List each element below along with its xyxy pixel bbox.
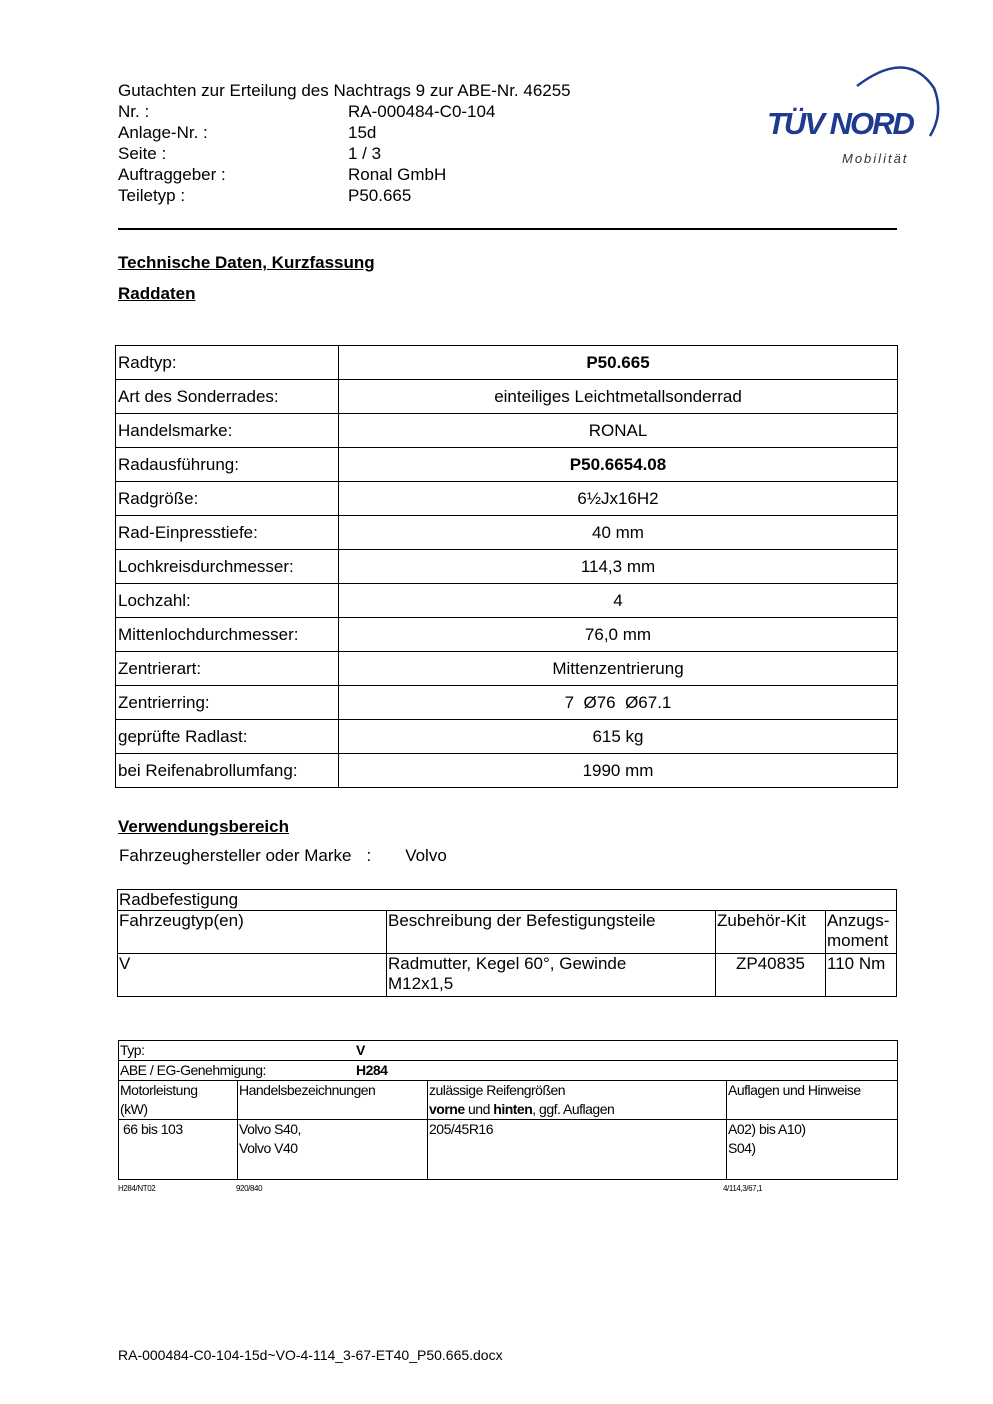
table-row	[116, 754, 898, 788]
manufacturer-label: Fahrzeughersteller oder Marke	[119, 846, 352, 865]
table-row	[116, 584, 898, 618]
header-row	[118, 185, 571, 206]
cell-line: Radmutter, Kegel 60°, Gewinde	[388, 954, 627, 973]
cell-line: Volvo S40,	[239, 1121, 301, 1137]
row-value: P50.6654.08	[339, 448, 898, 482]
header-value: RA-000484-C0-104	[348, 102, 496, 121]
row-label: Radausführung:	[116, 448, 339, 482]
footnote: 4/114,3/67,1	[723, 1184, 763, 1193]
table-cell: ZP40835	[716, 954, 826, 997]
manufacturer-separator: :	[366, 846, 372, 865]
row-value: RONAL	[339, 414, 898, 448]
row-value: 7 Ø76 Ø67.1	[339, 686, 898, 720]
row-label: Rad-Einpresstiefe:	[116, 516, 339, 550]
column-header: Zubehör-Kit	[716, 911, 826, 954]
fahrzeughersteller-line	[119, 846, 447, 866]
cell-line: Volvo V40	[239, 1140, 298, 1156]
typ-value: V	[356, 1042, 365, 1058]
document-title: Gutachten zur Erteilung des Nachtrags 9 zur ABE-Nr. 46255	[118, 81, 571, 100]
header-text: und	[464, 1101, 494, 1117]
typ-label: Typ:	[120, 1042, 145, 1058]
header-key: Anlage-Nr. :	[118, 123, 208, 142]
table-title: Radbefestigung	[118, 890, 897, 911]
table-row	[116, 516, 898, 550]
header-value: 15d	[348, 123, 377, 142]
header-line-2	[429, 1100, 725, 1119]
header-row	[118, 164, 571, 185]
row-label: Lochkreisdurchmesser:	[116, 550, 339, 584]
row-value: einteiliges Leichtmetallsonderrad	[339, 380, 898, 414]
typ-row	[119, 1041, 898, 1061]
row-label: Art des Sonderrades:	[116, 380, 339, 414]
column-header: Auflagen und Hinweise	[727, 1081, 898, 1120]
row-value: 76,0 mm	[339, 618, 898, 652]
row-label: Mittenlochdurchmesser:	[116, 618, 339, 652]
tuv-nord-logo	[762, 58, 942, 173]
row-label: Radtyp:	[116, 346, 339, 380]
footer-filename: RA-000484-C0-104-15d~VO-4-114_3-67-ET40_P50.665.docx	[118, 1347, 503, 1363]
row-label: Radgröße:	[116, 482, 339, 516]
table-cell: 205/45R16	[428, 1120, 727, 1180]
header-line: (kW)	[120, 1101, 148, 1117]
row-label: Zentrierart:	[116, 652, 339, 686]
table-row	[116, 652, 898, 686]
table-cell-handel	[238, 1120, 428, 1180]
row-value: 4	[339, 584, 898, 618]
row-label: Lochzahl:	[116, 584, 339, 618]
radbefestigung-table	[117, 889, 897, 997]
row-label: geprüfte Radlast:	[116, 720, 339, 754]
column-header: Handelsbezeichnungen	[238, 1081, 428, 1120]
column-header-line: moment	[827, 931, 889, 950]
table-row	[116, 482, 898, 516]
section-title-verwendungsbereich: Verwendungsbereich	[118, 817, 289, 836]
row-label: bei Reifenabrollumfang:	[116, 754, 339, 788]
column-header-reifen	[428, 1081, 727, 1120]
header-line: zulässige Reifengrößen	[429, 1082, 566, 1098]
footnote: H284/NT02	[118, 1184, 156, 1193]
manufacturer-value: Volvo	[405, 846, 447, 865]
header-divider	[118, 228, 897, 230]
table-row	[116, 414, 898, 448]
cell-line: M12x1,5	[388, 974, 454, 993]
row-label: Handelsmarke:	[116, 414, 339, 448]
table-row	[118, 890, 897, 911]
header-row	[118, 122, 571, 143]
table-cell: 66 bis 103	[119, 1120, 238, 1180]
table-row	[116, 550, 898, 584]
row-value: 114,3 mm	[339, 550, 898, 584]
header-value: Ronal GmbH	[348, 165, 447, 184]
table-cell: V	[118, 954, 387, 997]
header-key: Nr. :	[118, 102, 150, 121]
table-row	[116, 720, 898, 754]
table-row	[116, 448, 898, 482]
footnote: 920/840	[236, 1184, 263, 1193]
table-row	[119, 1061, 898, 1081]
logo-wordmark: TÜV NORD	[767, 106, 913, 141]
header-value: 1 / 3	[348, 144, 382, 163]
header-line: Motorleistung	[120, 1082, 198, 1098]
cell-line: A02) bis A10)	[728, 1121, 806, 1137]
column-header-anzugsmoment	[826, 911, 897, 954]
table-row	[119, 1041, 898, 1061]
table-header-row	[118, 911, 897, 954]
header-bold: vorne	[429, 1101, 465, 1117]
column-header: Fahrzeugtyp(en)	[118, 911, 387, 954]
header-row	[118, 143, 571, 164]
typ-table	[118, 1040, 898, 1180]
header-bold: hinten	[493, 1101, 533, 1117]
abe-label: ABE / EG-Genehmigung:	[120, 1062, 266, 1078]
raddaten-table	[115, 345, 898, 788]
header-key: Seite :	[118, 144, 167, 163]
table-cell-auflagen	[727, 1120, 898, 1180]
section-title-raddaten: Raddaten	[118, 284, 196, 303]
table-cell-description	[387, 954, 716, 997]
section-title-technische-daten: Technische Daten, Kurzfassung	[118, 253, 375, 272]
abe-value: H284	[356, 1062, 388, 1078]
row-value: 6½Jx16H2	[339, 482, 898, 516]
table-cell: 110 Nm	[826, 954, 897, 997]
column-header-motor	[119, 1081, 238, 1120]
table-row	[116, 686, 898, 720]
cell-line: S04)	[728, 1140, 756, 1156]
table-row	[118, 954, 897, 997]
row-value: Mittenzentrierung	[339, 652, 898, 686]
table-row	[116, 618, 898, 652]
abe-row	[119, 1061, 898, 1081]
row-value: 1990 mm	[339, 754, 898, 788]
header-value: P50.665	[348, 186, 412, 205]
table-row	[119, 1120, 898, 1180]
table-row	[116, 346, 898, 380]
row-value: 615 kg	[339, 720, 898, 754]
row-value: 40 mm	[339, 516, 898, 550]
header-key: Teiletyp :	[118, 186, 186, 205]
header-key: Auftraggeber :	[118, 165, 226, 184]
header-text: , ggf. Auflagen	[532, 1101, 615, 1117]
column-header-line: Anzugs-	[827, 911, 890, 930]
document-header	[118, 80, 571, 206]
column-header: Beschreibung der Befestigungsteile	[387, 911, 716, 954]
table-row	[116, 380, 898, 414]
row-label: Zentrierring:	[116, 686, 339, 720]
table-header-row	[119, 1081, 898, 1120]
logo-subtitle: Mobilität	[842, 151, 909, 166]
row-value: P50.665	[339, 346, 898, 380]
header-row	[118, 101, 571, 122]
